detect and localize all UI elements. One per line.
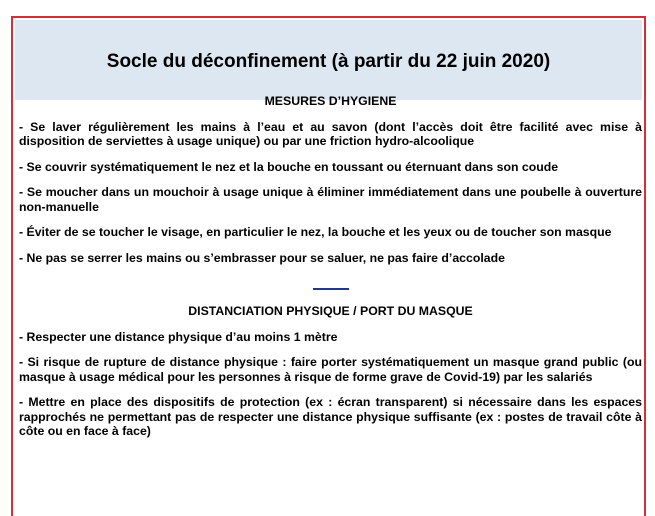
page-title: Socle du déconfinement (à partir du 22 juin 2020) <box>106 51 551 72</box>
list-item: - Se moucher dans un mouchoir à usage unique à éliminer immédiatement dans une poubelle à ouverture non-manuelle <box>19 185 642 214</box>
title-band <box>15 20 642 100</box>
list-item: - Se laver régulièrement les mains à l’eau et au savon (dont l’accès doit être facilité avec mise à disposition de serviettes à usage unique) ou par une friction hydro-alcoolique <box>19 119 642 148</box>
section-heading-hygiene: MESURES D’HYGIENE <box>264 94 397 108</box>
section-heading-distancing: DISTANCIATION PHYSIQUE / PORT DU MASQUE <box>188 304 473 318</box>
list-item: - Ne pas se serrer les mains ou s’embrasser pour se saluer, ne pas faire d’accolade <box>19 250 505 265</box>
list-item: - Respecter une distance physique d’au moins 1 mètre <box>19 329 338 344</box>
list-item: - Éviter de se toucher le visage, en particulier le nez, la bouche et les yeux ou de toucher son masque <box>19 225 612 239</box>
list-item: - Mettre en place des dispositifs de protection (ex : écran transparent) si nécessaire dans les espaces rapprochés ne permettant pas de respecter une distance physique suffisante (ex : postes de travail côte à côte ou en face à face) <box>19 395 642 438</box>
list-item: - Si risque de rupture de distance physique : faire porter systématiquement un masque grand public (ou masque à usage médical pour les personnes à risque de forme grave de Covid-19) par les salariés <box>19 355 642 384</box>
section-divider <box>313 288 349 290</box>
list-item: - Se couvrir systématiquement le nez et la bouche en toussant ou éternuant dans son coude <box>19 159 559 174</box>
document-body <box>19 94 642 450</box>
